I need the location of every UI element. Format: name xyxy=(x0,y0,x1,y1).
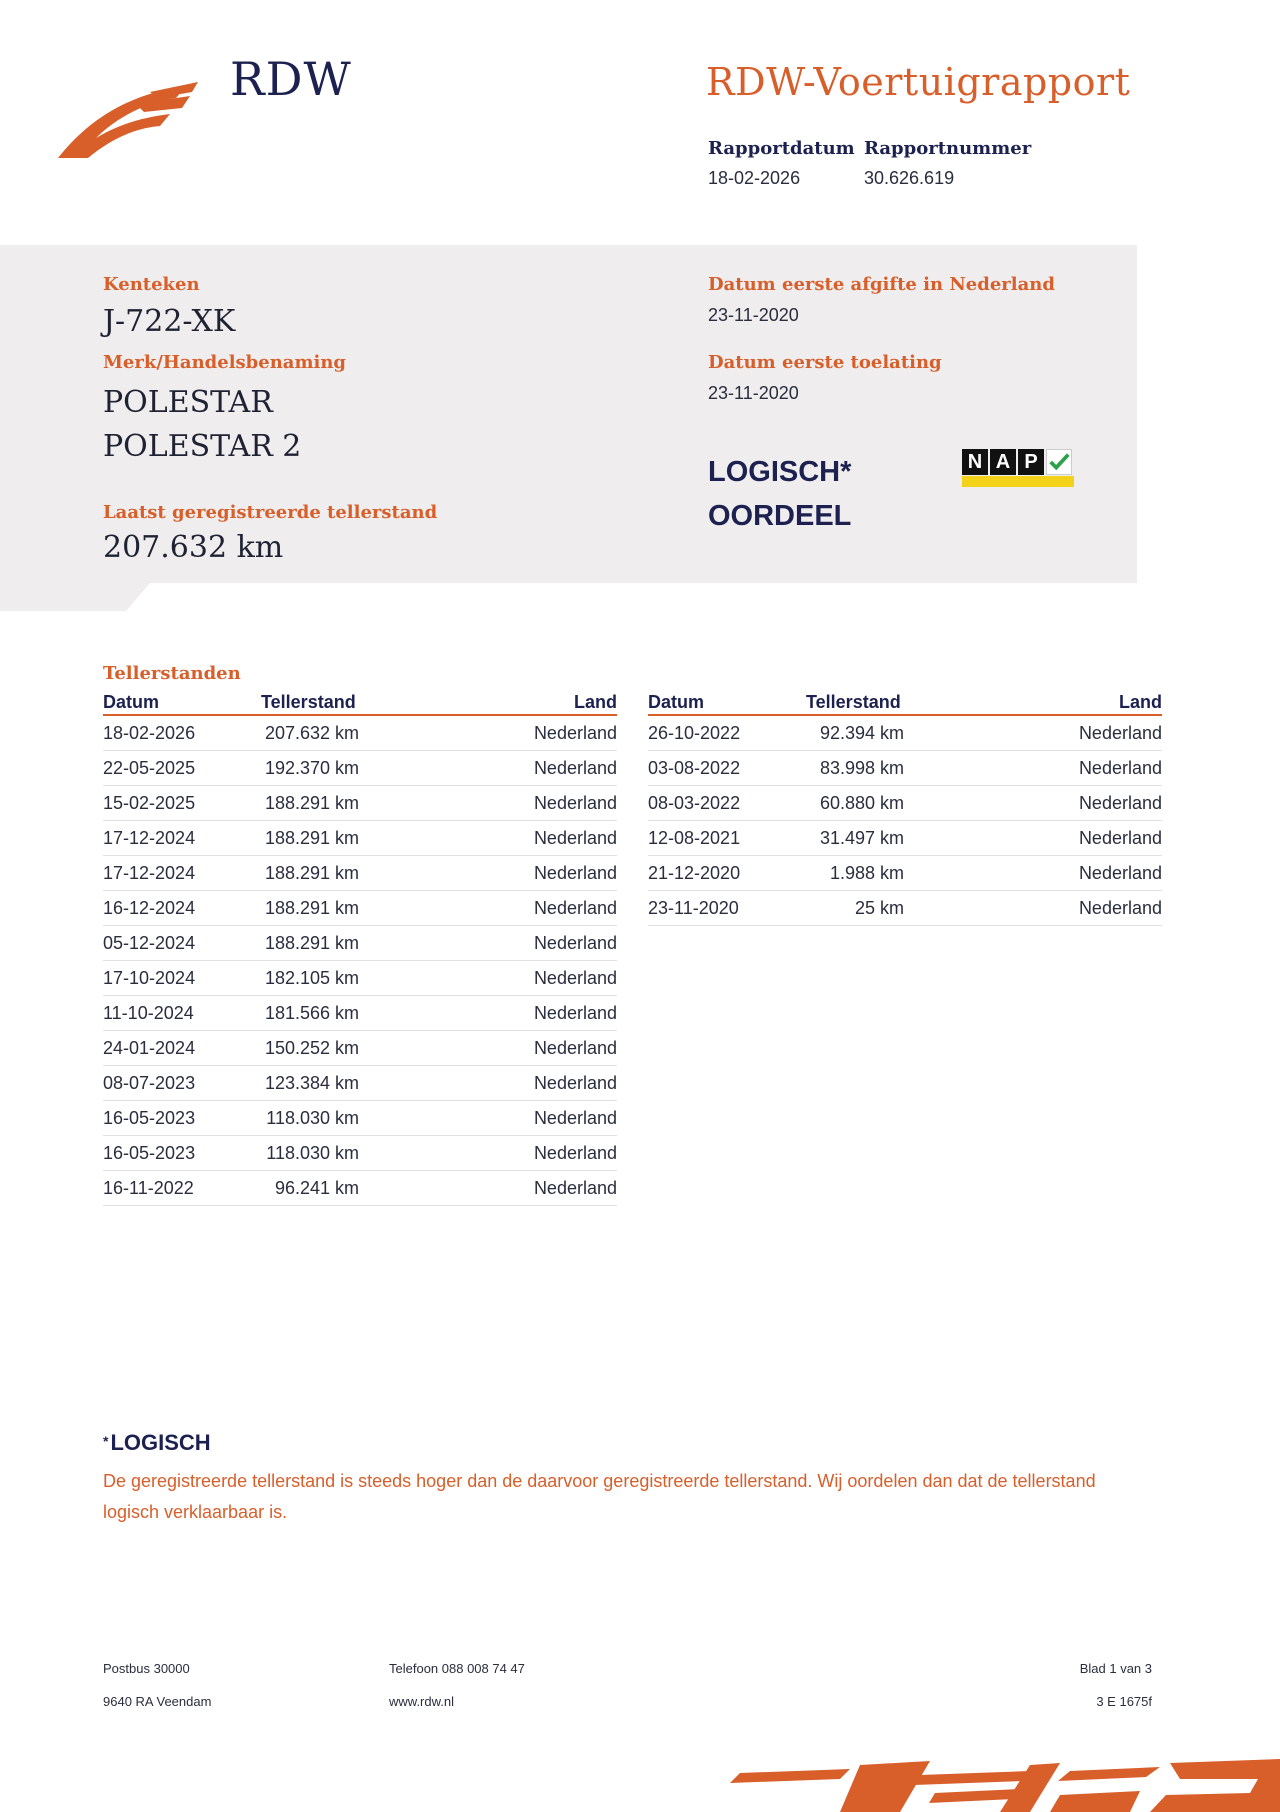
odometer-table-left xyxy=(103,690,617,1206)
nap-letter: N xyxy=(962,449,988,475)
cell-km: 188.291 km xyxy=(264,793,359,813)
footer-website: www.rdw.nl xyxy=(389,1694,455,1709)
cell-date: 22-05-2025 xyxy=(103,758,196,778)
cell-date: 03-08-2022 xyxy=(648,758,741,778)
footer-page: Blad 1 van 3 xyxy=(1079,1661,1152,1676)
column-header-km: Tellerstand xyxy=(261,692,356,712)
cell-km: 207.632 km xyxy=(264,723,359,743)
table-row xyxy=(648,716,1162,751)
table-row xyxy=(103,1031,617,1066)
nap-letter: A xyxy=(990,449,1016,475)
model-value: POLESTAR 2 xyxy=(103,429,302,464)
table-row xyxy=(103,891,617,926)
column-header-km: Tellerstand xyxy=(806,692,901,712)
make-value: POLESTAR xyxy=(103,385,273,420)
cell-date: 17-12-2024 xyxy=(103,863,196,883)
table-row xyxy=(648,821,1162,856)
table-header xyxy=(648,690,1162,716)
first-admission-label: Datum eerste toelating xyxy=(708,352,942,373)
odometer-table-title: Tellerstanden xyxy=(103,663,241,684)
cell-land: Nederland xyxy=(1078,863,1162,883)
report-date: 18-02-2026 xyxy=(708,168,801,188)
cell-land: Nederland xyxy=(1078,793,1162,813)
table-row xyxy=(103,786,617,821)
report-date-label: Rapportdatum xyxy=(708,138,855,159)
checkmark-icon xyxy=(1046,449,1072,475)
cell-land: Nederland xyxy=(533,1003,617,1023)
cell-km: 96.241 km xyxy=(274,1178,359,1198)
footer-city: 9640 RA Veendam xyxy=(103,1694,212,1709)
cell-date: 08-03-2022 xyxy=(648,793,741,813)
cell-km: 60.880 km xyxy=(819,793,904,813)
cell-land: Nederland xyxy=(533,1038,617,1058)
cell-date: 12-08-2021 xyxy=(648,828,741,848)
report-title: RDW-Voertuigrapport xyxy=(706,60,1131,104)
footer-phone: Telefoon 088 008 74 47 xyxy=(389,1661,525,1676)
cell-land: Nederland xyxy=(533,968,617,988)
cell-date: 21-12-2020 xyxy=(648,863,741,883)
cell-land: Nederland xyxy=(533,793,617,813)
cell-km: 1.988 km xyxy=(829,863,904,883)
first-issue-nl-label: Datum eerste afgifte in Nederland xyxy=(708,274,1055,295)
footnote-text: De geregistreerde tellerstand is steeds hoger dan de daarvoor geregistreerde tellerstand. Wij oordelen dan dat de tellerstand logisch verklaarbaar is. xyxy=(103,1471,1096,1522)
cell-km: 25 km xyxy=(854,898,904,918)
column-header-date: Datum xyxy=(103,692,160,712)
cell-date: 15-02-2025 xyxy=(103,793,196,813)
cell-km: 188.291 km xyxy=(264,863,359,883)
report-number-label: Rapportnummer xyxy=(864,138,1032,159)
table-row xyxy=(648,786,1162,821)
cell-km: 150.252 km xyxy=(264,1038,359,1058)
cell-land: Nederland xyxy=(533,898,617,918)
first-issue-nl-value: 23-11-2020 xyxy=(708,305,799,325)
cell-km: 83.998 km xyxy=(819,758,904,778)
cell-date: 17-10-2024 xyxy=(103,968,196,988)
cell-date: 16-05-2023 xyxy=(103,1143,196,1163)
cell-land: Nederland xyxy=(1078,758,1162,778)
table-row xyxy=(103,856,617,891)
first-admission-value: 23-11-2020 xyxy=(708,383,799,403)
cell-date: 18-02-2026 xyxy=(103,723,196,743)
cell-km: 188.291 km xyxy=(264,933,359,953)
odometer-table-right xyxy=(648,690,1162,926)
verdict xyxy=(708,450,851,538)
footnote-heading-text: LOGISCH xyxy=(110,1430,211,1455)
nap-badge xyxy=(962,447,1074,489)
table-row xyxy=(103,1101,617,1136)
column-header-land: Land xyxy=(1119,692,1162,712)
cell-km: 188.291 km xyxy=(264,828,359,848)
cell-km: 31.497 km xyxy=(819,828,904,848)
footnote-heading xyxy=(103,1430,211,1456)
table-body xyxy=(103,716,617,1206)
table-header xyxy=(103,690,617,716)
cell-date: 16-12-2024 xyxy=(103,898,196,918)
cell-land: Nederland xyxy=(533,1143,617,1163)
cell-date: 08-07-2023 xyxy=(103,1073,196,1093)
table-row xyxy=(103,716,617,751)
table-row xyxy=(648,891,1162,926)
table-row xyxy=(103,996,617,1031)
cell-date: 26-10-2022 xyxy=(648,723,741,743)
table-body xyxy=(648,716,1162,926)
cell-land: Nederland xyxy=(1078,828,1162,848)
table-row xyxy=(648,856,1162,891)
cell-date: 23-11-2020 xyxy=(648,898,739,918)
nap-yellow-bar xyxy=(962,476,1074,487)
column-header-land: Land xyxy=(574,692,617,712)
cell-land: Nederland xyxy=(533,723,617,743)
footer-postbus: Postbus 30000 xyxy=(103,1661,190,1676)
rdw-stripes-decoration xyxy=(730,1755,1280,1812)
cell-km: 192.370 km xyxy=(264,758,359,778)
table-row xyxy=(103,751,617,786)
cell-land: Nederland xyxy=(533,1108,617,1128)
column-header-date: Datum xyxy=(648,692,705,712)
table-row xyxy=(648,751,1162,786)
table-row xyxy=(103,1171,617,1206)
cell-date: 05-12-2024 xyxy=(103,933,196,953)
cell-land: Nederland xyxy=(533,863,617,883)
cell-date: 16-11-2022 xyxy=(103,1178,194,1198)
cell-date: 16-05-2023 xyxy=(103,1108,196,1128)
plate-value: J-722-XK xyxy=(103,304,236,339)
table-row xyxy=(103,926,617,961)
table-row xyxy=(103,821,617,856)
odometer-label: Laatst geregistreerde tellerstand xyxy=(103,502,438,523)
table-row xyxy=(103,961,617,996)
report-number: 30.626.619 xyxy=(864,168,955,188)
cell-land: Nederland xyxy=(533,828,617,848)
nap-letter: P xyxy=(1018,449,1044,475)
cell-date: 17-12-2024 xyxy=(103,828,196,848)
cell-km: 118.030 km xyxy=(266,1108,359,1128)
cell-km: 181.566 km xyxy=(264,1003,359,1023)
footer-code: 3 E 1675f xyxy=(1096,1694,1152,1709)
cell-land: Nederland xyxy=(533,758,617,778)
footnote-marker: * xyxy=(103,1433,109,1449)
cell-land: Nederland xyxy=(533,1073,617,1093)
verdict-line-1: LOGISCH* xyxy=(708,456,852,488)
verdict-line-2: OORDEEL xyxy=(708,500,852,532)
plate-label: Kenteken xyxy=(103,274,200,295)
cell-land: Nederland xyxy=(533,1178,617,1198)
cell-km: 92.394 km xyxy=(819,723,904,743)
table-row xyxy=(103,1136,617,1171)
cell-km: 188.291 km xyxy=(264,898,359,918)
table-row xyxy=(103,1066,617,1101)
rdw-logo-icon xyxy=(58,80,218,160)
odometer-value: 207.632 km xyxy=(103,530,284,565)
cell-land: Nederland xyxy=(1078,898,1162,918)
cell-land: Nederland xyxy=(533,933,617,953)
brand-name: RDW xyxy=(230,52,352,106)
cell-km: 182.105 km xyxy=(264,968,359,988)
cell-km: 123.384 km xyxy=(264,1073,359,1093)
cell-land: Nederland xyxy=(1078,723,1162,743)
panel-notch-decoration xyxy=(0,583,150,611)
cell-date: 11-10-2024 xyxy=(103,1003,194,1023)
cell-km: 118.030 km xyxy=(266,1143,359,1163)
cell-date: 24-01-2024 xyxy=(103,1038,196,1058)
make-label: Merk/Handelsbenaming xyxy=(103,352,347,373)
